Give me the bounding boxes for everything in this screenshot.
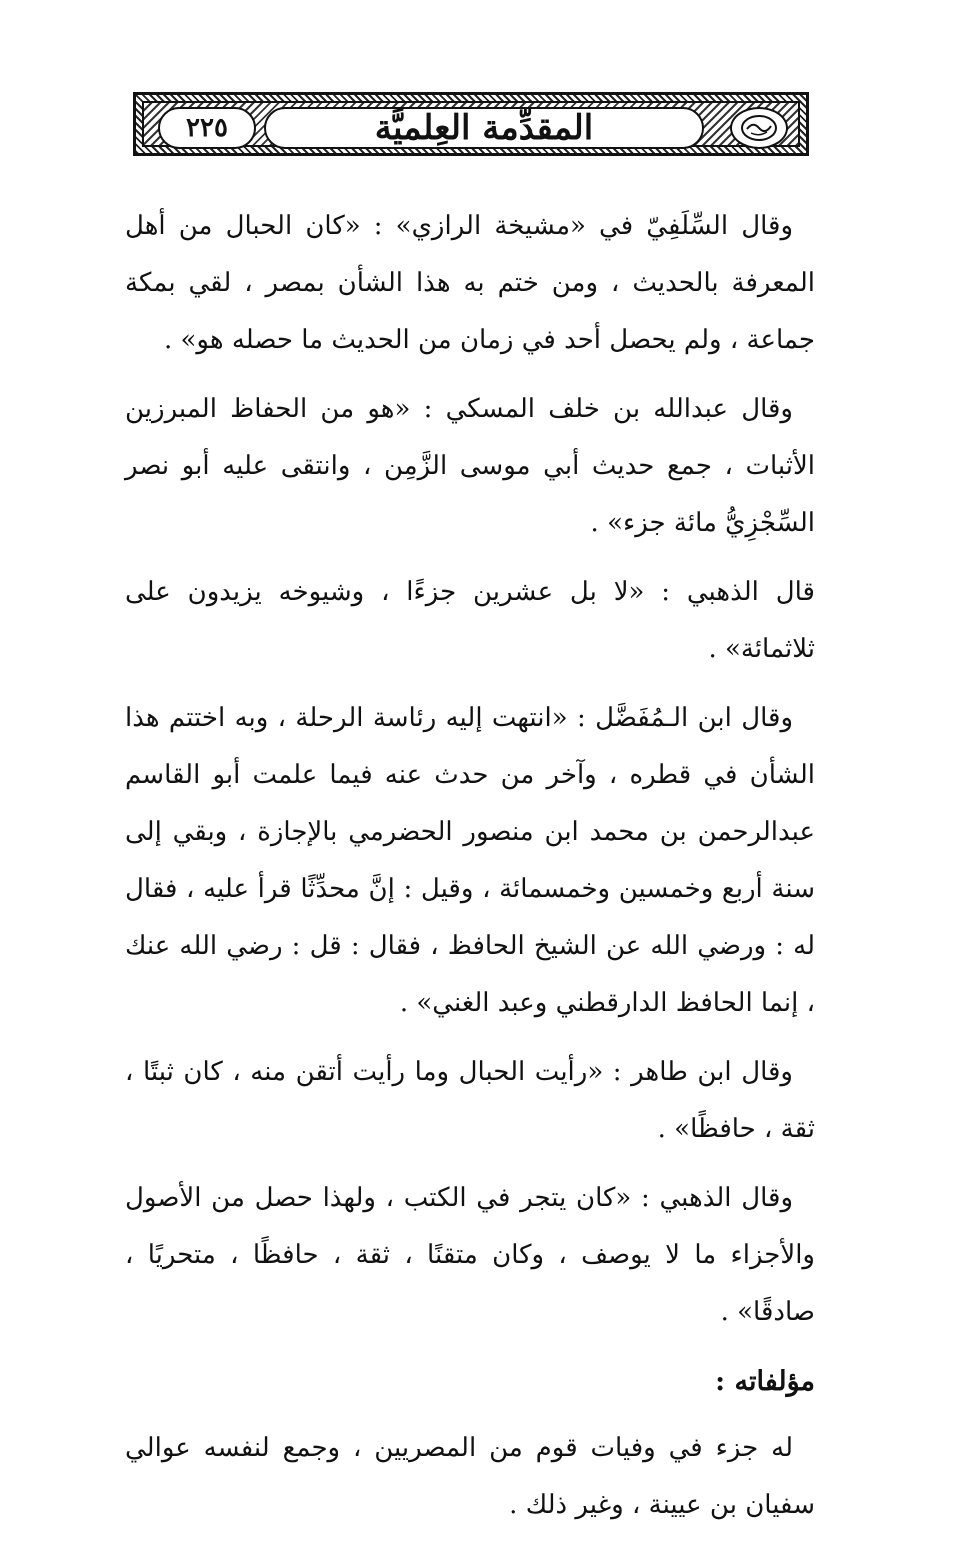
title-cartouche <box>264 107 704 149</box>
paragraph-ibn-tahir: وقال ابن طاهر : «رأيت الحبال وما رأيت أتقن منه ، كان ثبتًا ، ثقة ، حافظًا» . <box>125 1057 815 1144</box>
page-header-banner <box>133 92 809 156</box>
paragraph-dhahabi-1: قال الذهبي : «لا بل عشرين جزءًا ، وشيوخه يزيدون على ثلاثمائة» . <box>125 577 815 664</box>
seal-icon <box>730 107 788 149</box>
page-body <box>125 198 815 1546</box>
section-heading-works: مؤلفاته : <box>715 1366 815 1397</box>
paragraph-ibn-mufaddal: وقال ابن الـمُفَضَّل : «انتهت إليه رئاسة الرحلة ، وبه اختتم هذا الشأن في قطره ، وآخر من حدث عنه فيما علمت أبو القاسم عبدالرحمن بن محمد ابن منصور الحضرمي بالإجازة ، وبقي إلى سنة أربع وخمسين وخمسمائة ، وقيل : إنَّ محدِّثًا قرأ عليه ، فقال له : ورضي الله عن الشيخ الحافظ ، فقال : قل : رضي الله عنك ، إنما الحافظ الدارقطني وعبد الغني» . <box>125 703 815 1018</box>
paragraph-dhahabi-2: وقال الذهبي : «كان يتجر في الكتب ، ولهذا حصل من الأصول والأجزاء ما لا يوصف ، وكان متقنًا ، ثقة ، حافظًا ، متحريًا ، صادقًا» . <box>125 1183 815 1327</box>
paragraph-silafi: وقال السِّلَفِيّ في «مشيخة الرازي» : «كان الحبال من أهل المعرفة بالحديث ، ومن ختم به هذا الشأن بمصر ، لقي بمكة جماعة ، ولم يحصل أحد في زمان من الحديث ما حصله هو» . <box>125 211 815 355</box>
page-number: ٢٢٥ <box>186 113 228 143</box>
running-header-title: المقدِّمة العِلميَّة <box>374 108 594 148</box>
paragraph-works: له جزء في وفيات قوم من المصريين ، وجمع لنفسه عوالي سفيان بن عيينة ، وغير ذلك . <box>125 1433 815 1520</box>
header-ornament-frame <box>142 101 800 147</box>
paragraph-maski: وقال عبدالله بن خلف المسكي : «هو من الحفاظ المبرزين الأثبات ، جمع حديث أبي موسى الزَّمِن ، وانتقى عليه أبو نصر السِّجْزِيُّ مائة جزء» . <box>125 394 815 538</box>
seal-emblem-icon <box>739 113 779 143</box>
page-number-cartouche <box>158 107 256 149</box>
